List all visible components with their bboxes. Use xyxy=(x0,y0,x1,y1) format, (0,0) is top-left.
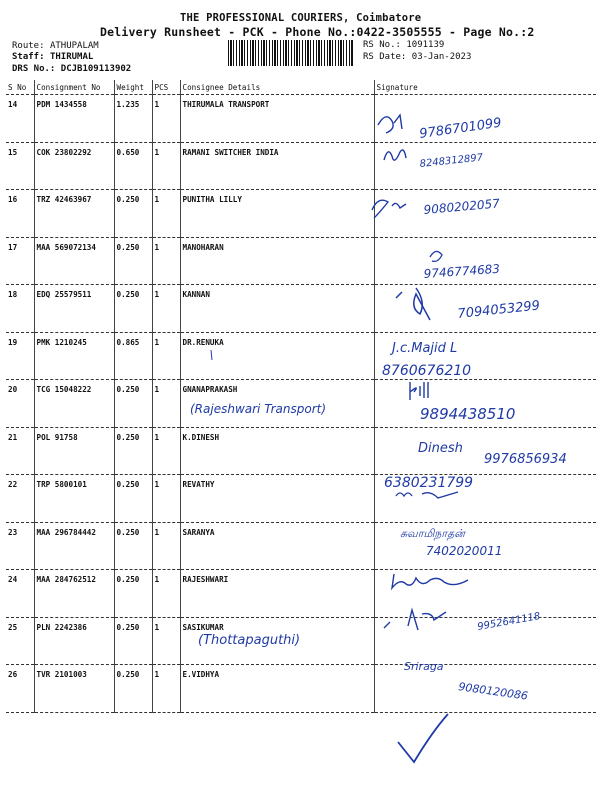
col-pcs: PCS xyxy=(152,80,180,95)
row-weight: 0.250 xyxy=(116,432,140,442)
row-consignee: RAJESHWARI xyxy=(182,575,229,584)
drs-label: DRS No.: xyxy=(12,64,56,74)
handwritten-phone: 8248312897 xyxy=(419,152,484,170)
row-sno: 16 xyxy=(8,195,18,204)
handwritten-phone: 6380231799 xyxy=(384,475,474,491)
row-weight: 0.250 xyxy=(116,527,140,537)
signature-mark xyxy=(410,382,428,400)
row-sno: 20 xyxy=(8,385,18,394)
row-weight: 0.250 xyxy=(116,480,140,489)
row-weight: 0.250 xyxy=(116,622,140,632)
route-value: ATHUPALAM xyxy=(49,41,99,51)
row-consignee: KANNAN xyxy=(182,290,210,299)
handwritten-name: Sriraga xyxy=(404,660,444,673)
signature-mark xyxy=(396,288,430,320)
row-pcs: 1 xyxy=(154,432,160,442)
row-consignee: PUNITHA LILLY xyxy=(182,195,242,204)
rs-no-label: RS No.: xyxy=(363,40,401,50)
row-consignee: DR.RENUKA xyxy=(182,337,224,347)
signature-mark xyxy=(384,150,406,160)
handwritten-phone: 8760676210 xyxy=(382,363,472,379)
staff-value: THIRUMAL xyxy=(49,52,94,62)
rs-date-label: RS Date: xyxy=(363,52,407,62)
row-pcs: 1 xyxy=(154,575,160,584)
row-sno: 24 xyxy=(8,575,18,584)
handwritten-phone: 9952641118 xyxy=(476,611,542,633)
row-consignee: REVATHY xyxy=(182,480,215,489)
handwritten-phone: 9080120086 xyxy=(457,680,529,703)
row-consignment-no: MAA 296784442 xyxy=(36,527,96,537)
signature-mark xyxy=(372,200,406,218)
handwritten-note: (Rajeshwari Transport) xyxy=(190,402,327,416)
signature-mark xyxy=(430,251,442,261)
col-consignee: Consignee Details xyxy=(180,80,374,95)
signature-mark xyxy=(378,115,402,133)
handwritten-tamil: சுவாமிநாதன் xyxy=(400,527,465,540)
handwritten-phone: 9976856934 xyxy=(484,452,567,467)
row-consignment-no: POL 91758 xyxy=(36,432,78,442)
row-sno: 26 xyxy=(8,670,18,679)
handwritten-phone: 9746774683 xyxy=(423,261,501,281)
row-consignee: THIRUMALA TRANSPORT xyxy=(182,100,270,109)
row-pcs: 1 xyxy=(154,527,160,537)
row-consignment-no: COK 23802292 xyxy=(36,147,92,157)
row-sno: 22 xyxy=(8,480,18,489)
rs-no-value: 1091139 xyxy=(406,40,445,50)
row-consignee: MANOHARAN xyxy=(182,242,224,252)
row-consignment-no: TVR 2101003 xyxy=(36,670,87,679)
row-sno: 23 xyxy=(8,527,18,537)
row-consignment-no: TRP 5800101 xyxy=(36,480,87,489)
row-weight: 0.250 xyxy=(116,242,140,252)
row-pcs: 1 xyxy=(154,480,160,489)
handwritten-phone: 9080202057 xyxy=(423,196,501,217)
row-weight: 0.250 xyxy=(116,670,140,679)
drs-value: DCJB109113902 xyxy=(60,64,132,74)
row-consignment-no: PDM 1434558 xyxy=(36,100,87,109)
row-pcs: 1 xyxy=(154,622,160,632)
col-consignment: Consignment No xyxy=(34,80,114,95)
row-consignee: SASIKUMAR xyxy=(182,622,224,632)
row-pcs: 1 xyxy=(154,290,160,299)
row-sno: 25 xyxy=(8,622,18,632)
route-label: Route: xyxy=(12,41,45,51)
row-consignment-no: PMK 1210245 xyxy=(36,337,87,347)
row-consignee: E.VIDHYA xyxy=(182,670,220,679)
runsheet-title: Delivery Runsheet - PCK - Phone No.:0422-3505555 - Page No.:2 xyxy=(100,25,535,39)
row-consignee: RAMANI SWITCHER INDIA xyxy=(182,147,279,157)
row-consignment-no: MAA 284762512 xyxy=(36,575,96,584)
rs-date-value: 03-Jan-2023 xyxy=(411,52,472,62)
row-consignment-no: TRZ 42463967 xyxy=(36,195,92,204)
row-pcs: 1 xyxy=(154,385,160,394)
row-weight: 0.650 xyxy=(116,147,140,157)
row-pcs: 1 xyxy=(154,195,160,204)
row-pcs: 1 xyxy=(154,147,160,157)
col-sno: S No xyxy=(6,80,34,95)
company-title: THE PROFESSIONAL COURIERS, Coimbatore xyxy=(180,12,422,24)
col-weight: Weight xyxy=(114,80,152,95)
row-pcs: 1 xyxy=(154,670,160,679)
row-weight: 1.235 xyxy=(116,100,140,109)
handwritten-phone: 9894438510 xyxy=(420,405,516,423)
col-signature: Signature xyxy=(374,80,596,95)
row-consignee: GNANAPRAKASH xyxy=(182,385,238,394)
row-weight: 0.250 xyxy=(116,195,140,204)
staff-label: Staff: xyxy=(12,52,45,62)
row-pcs: 1 xyxy=(154,242,160,252)
row-sno: 17 xyxy=(8,242,18,252)
row-weight: 0.250 xyxy=(116,575,140,584)
row-weight: 0.250 xyxy=(116,385,140,394)
row-sno: 14 xyxy=(8,100,18,109)
row-weight: 0.250 xyxy=(116,290,140,299)
signature-mark xyxy=(396,492,458,498)
signature-mark xyxy=(392,574,468,588)
row-consignment-no: PLN 2242386 xyxy=(36,622,87,632)
row-consignment-no: TCG 15048222 xyxy=(36,385,92,394)
row-consignment-no: MAA 569072134 xyxy=(36,242,96,252)
handwritten-phone: 7402020011 xyxy=(426,544,503,558)
handwritten-phone: 9786701099 xyxy=(418,115,503,142)
row-sno: 15 xyxy=(8,147,18,157)
row-consignee: SARANYA xyxy=(182,527,215,537)
row-weight: 0.865 xyxy=(116,337,140,347)
row-sno: 19 xyxy=(8,337,18,347)
signature-mark xyxy=(384,610,446,630)
row-consignee: K.DINESH xyxy=(182,432,220,442)
handwritten-name: J.c.Majid L xyxy=(392,341,458,356)
row-pcs: 1 xyxy=(154,100,160,109)
handwritten-note: (Thottapaguthi) xyxy=(198,633,301,648)
row-pcs: 1 xyxy=(154,337,160,347)
row-sno: 18 xyxy=(8,290,18,299)
row-sno: 21 xyxy=(8,432,18,442)
row-consignment-no: EDQ 25579511 xyxy=(36,290,92,299)
handwritten-phone: 7094053299 xyxy=(456,298,541,322)
handwritten-name: Dinesh xyxy=(418,441,463,456)
checkmark-icon xyxy=(398,714,448,762)
pen-mark xyxy=(211,350,212,360)
